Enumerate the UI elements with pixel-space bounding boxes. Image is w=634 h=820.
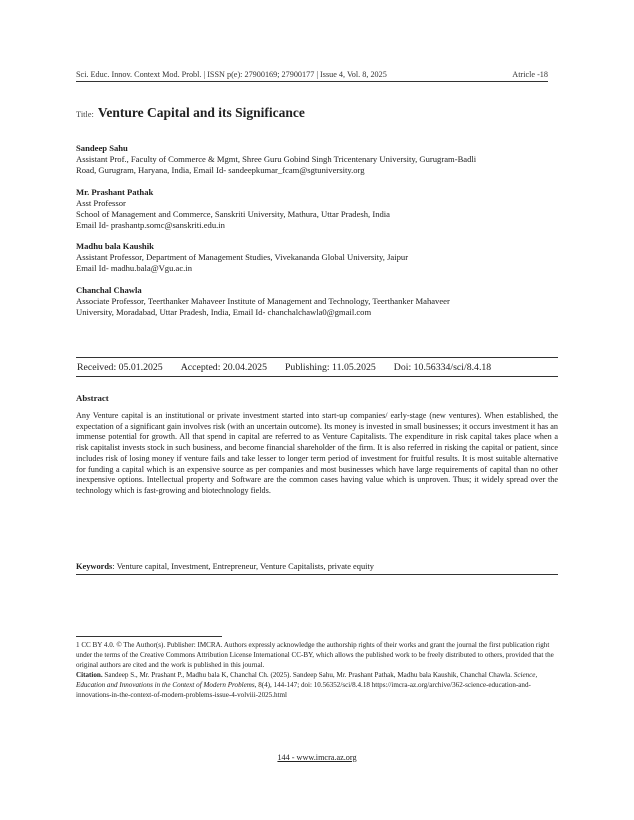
author-block [76, 143, 556, 176]
author-name: Chanchal Chawla [76, 284, 142, 295]
received-date: Received: 05.01.2025 [77, 361, 163, 373]
doi: Doi: 10.56334/sci/8.4.18 [393, 361, 492, 373]
author-affiliation: Road, Gurugram, Haryana, India, Email Id- sandeepkumar_fcam@sgtuniversity.org [76, 165, 365, 175]
abstract-heading: Abstract [76, 393, 109, 403]
citation-authors: Sandeep S., Mr. Prashant P., Madhu bala K, Chanchal Ch. (2025). Sandeep Sahu, Mr. Prashant Pathak, Madhu bala Kaushik, Chanchal Chawla. [102, 670, 514, 679]
page-number-url: 144 - www.imcra.az.org [277, 753, 357, 762]
article-title [76, 104, 305, 122]
header-rule [76, 81, 548, 82]
author-affiliation: Associate Professor, Teerthanker Mahaveer Institute of Management and Technology, Teerthanker Mahaveer [76, 295, 450, 306]
citation-label: Citation. [76, 670, 103, 679]
publishing-date: Publishing: 11.05.2025 [284, 361, 376, 373]
citation-details: , 8(4), 144-147; doi: 10.56352/sci/8.4.18 https://imcra-az.org/archive/362-science-education-and-innovations-in-the-context-of-modern-problems-issue-4-volviii-2025.html [76, 680, 531, 699]
article-number: Atricle -18 [512, 70, 548, 79]
author-name: Sandeep Sahu [76, 143, 128, 153]
author-affiliation: School of Management and Commerce, Sanskriti University, Mathura, Uttar Pradesh, India [76, 208, 390, 219]
keywords-label: Keywords [76, 562, 113, 571]
accepted-date: Accepted: 20.04.2025 [180, 361, 267, 373]
author-affiliation: University, Moradabad, Uttar Pradesh, India, Email Id- chanchalchawla0@gmail.com [76, 306, 372, 317]
author-name: Madhu bala Kaushik [76, 241, 154, 251]
title-text: Venture Capital and its Significance [97, 105, 305, 120]
license-note: 1 CC BY 4.0. © The Author(s). Publisher: IMCRA. Authors expressly acknowledge the authorship rights of their works and grant the journal the first publication right under the terms of the Creative Commons Attribution License International CC-BY, which allows the published work to be freely distributed to others, provided that the original authors are cited and the work is published in this journal. [76, 641, 554, 669]
publication-dates [76, 357, 558, 377]
citation-journal-title: Science, Education and Innovations in the Context of Modern Problems [76, 670, 538, 689]
author-block [76, 241, 556, 274]
author-affiliation: Assistant Prof., Faculty of Commerce & Mgmt, Shree Guru Gobind Singh Tricentenary University, Gurugram-Badli [76, 154, 477, 164]
keywords-text: : Venture capital, Investment, Entrepreneur, Venture Capitalists, private equity [112, 562, 374, 571]
journal-info: Sci. Educ. Innov. Context Mod. Probl. | ISSN p(e): 27900169; 27900177 | Issue 4, Vol. 8, 2025 [76, 70, 387, 79]
footnote [76, 641, 558, 700]
abstract-text: Any Venture capital is an institutional or private investment started into start-up companies/ early-stage (new ventures). When established, the expectation of a significant gain involves risk (with an uncertain outcome). Its money is invested in small businesses; it occurs investment it has an immense potential for growth. All that spend in capital are referred to as Venture Capitalists. The expenditure in risk capital takes place when a risk capitalist invests stock in such business, and become financial shareholder of the firm. It is also referred in risking the capital or patient, since includes risk of losing money if venture fails and take lesser to longer term period of investment for fruitful results. It is most suitable alternative for funding a capital which is an expensive source as per companies and most businesses which have large requirements of capital than no other inexpensive options. Intellectual property and Software are the common cases having value which is unproven. Thus; it widely spread over the technology which is fast-growing and biotechnology fields. [76, 411, 558, 495]
author-affiliation: Asst Professor [76, 197, 126, 208]
running-header [76, 70, 548, 79]
keywords [76, 562, 558, 575]
citation-note [76, 671, 558, 701]
footnote-rule [76, 636, 222, 637]
author-list [76, 143, 556, 328]
title-prefix: Title: [76, 110, 94, 119]
author-block [76, 187, 556, 231]
author-email: Email Id- madhu.bala@Vgu.ac.in [76, 263, 193, 273]
author-email: Email Id- prashantp.somc@sanskriti.edu.in [76, 219, 225, 230]
page-footer [0, 753, 634, 762]
author-name: Mr. Prashant Pathak [76, 186, 154, 197]
author-affiliation: Assistant Professor, Department of Management Studies, Vivekananda Global University, Jaipur [76, 252, 409, 262]
author-block [76, 285, 556, 318]
